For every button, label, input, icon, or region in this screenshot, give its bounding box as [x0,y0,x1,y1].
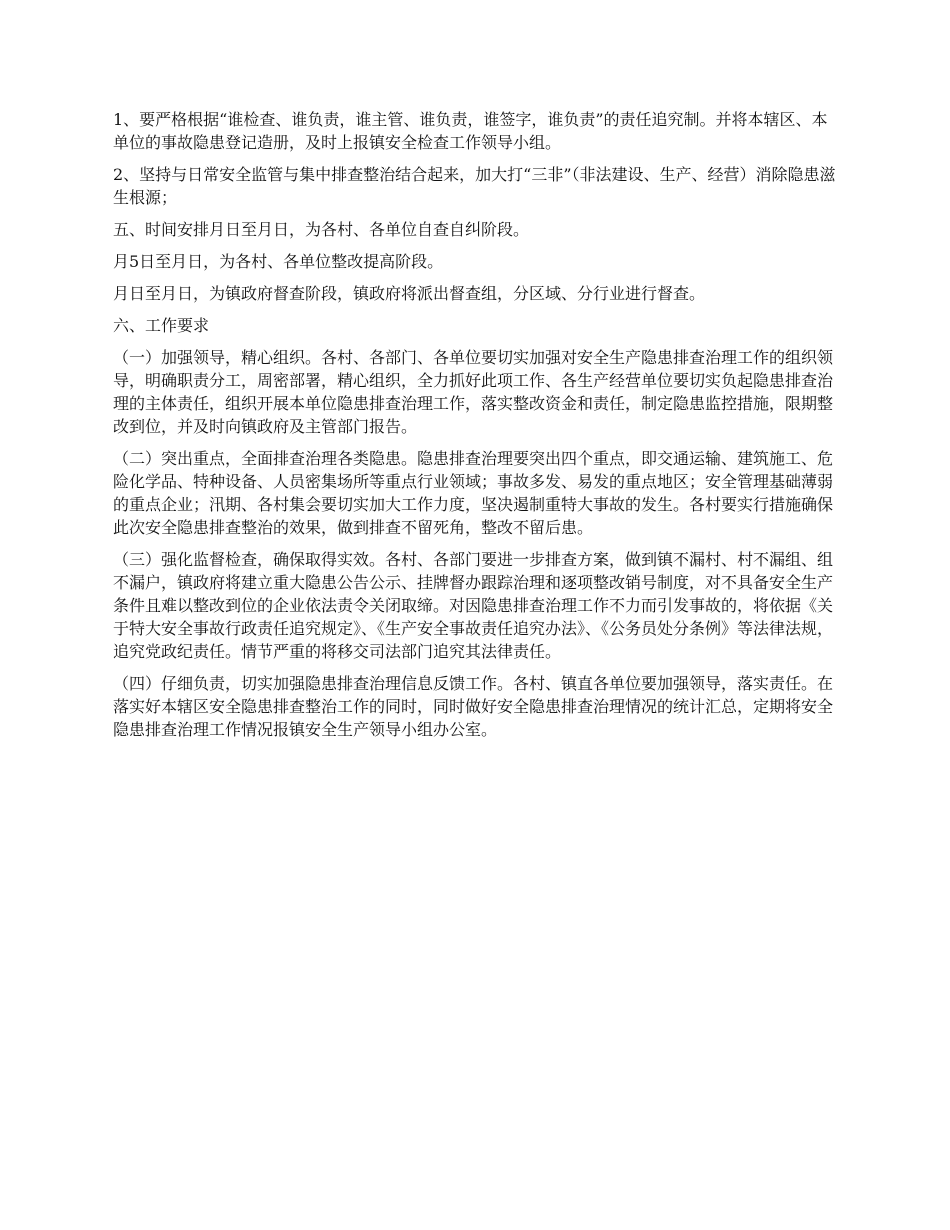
paragraph-requirement-2: （二）突出重点，全面排查治理各类隐患。隐患排查治理要突出四个重点，即交通运输、建筑施工、危险化学品、特种设备、人员密集场所等重点行业领域；事故多发、易发的重点地区；安全管理基础薄弱的重点企业；汛期、各村集会要切实加大工作力度，坚决遏制重特大事故的发生。各村要实行措施确保此次安全隐患排查整治的效果，做到排查不留死角，整改不留后患。 [113,449,834,537]
paragraph-schedule-rectification: 月5日至月日，为各村、各单位整改提高阶段。 [113,252,444,271]
paragraph-schedule-heading: 五、时间安排月日至月日，为各村、各单位自查自纠阶段。 [113,220,530,239]
paragraph-three-illegal: 2、坚持与日常安全监管与集中排查整治结合起来，加大打“三非”（非法建设、生产、经营）消除隐患滋生根源； [113,165,836,207]
section-heading-work-requirements: 六、工作要求 [113,316,210,335]
paragraph-requirement-1: （一）加强领导，精心组织。各村、各部门、各单位要切实加强对安全生产隐患排查治理工作的组织领导，明确职责分工，周密部署，精心组织，全力抓好此项工作、各生产经营单位要切实负起隐患排查治理的主体责任，组织开展本单位隐患排查治理工作，落实整改资金和责任，制定隐患监控措施，限期整改到位，并及时向镇政府及主管部门报告。 [113,348,834,436]
document-body [113,108,841,750]
paragraph-accountability: 1、要严格根据“谁检查、谁负责，谁主管、谁负责，谁签字，谁负责”的责任追究制。并将本辖区、本单位的事故隐患登记造册，及时上报镇安全检查工作领导小组。 [113,110,828,152]
paragraph-requirement-4: （四）仔细负责，切实加强隐患排查治理信息反馈工作。各村、镇直各单位要加强领导，落实责任。在落实好本辖区安全隐患排查整治工作的同时，同时做好安全隐患排查治理情况的统计汇总，定期将安全隐患排查治理工作情况报镇安全生产领导小组办公室。 [113,674,834,739]
paragraph-requirement-3: （三）强化监督检查，确保取得实效。各村、各部门要进一步排查方案，做到镇不漏村、村不漏组、组不漏户，镇政府将建立重大隐患公告公示、挂牌督办跟踪治理和逐项整改销号制度，对不具备安全生产条件且难以整改到位的企业依法责令关闭取缔。对因隐患排查治理工作不力而引发事故的，将依据《关于特大安全事故行政责任追究规定》、《生产安全事故责任追究办法》、《公务员处分条例》等法律法规，追究党政纪责任。情节严重的将移交司法部门追究其法律责任。 [113,550,834,661]
paragraph-schedule-inspection: 月日至月日，为镇政府督查阶段，镇政府将派出督查组，分区域、分行业进行督查。 [113,284,706,303]
